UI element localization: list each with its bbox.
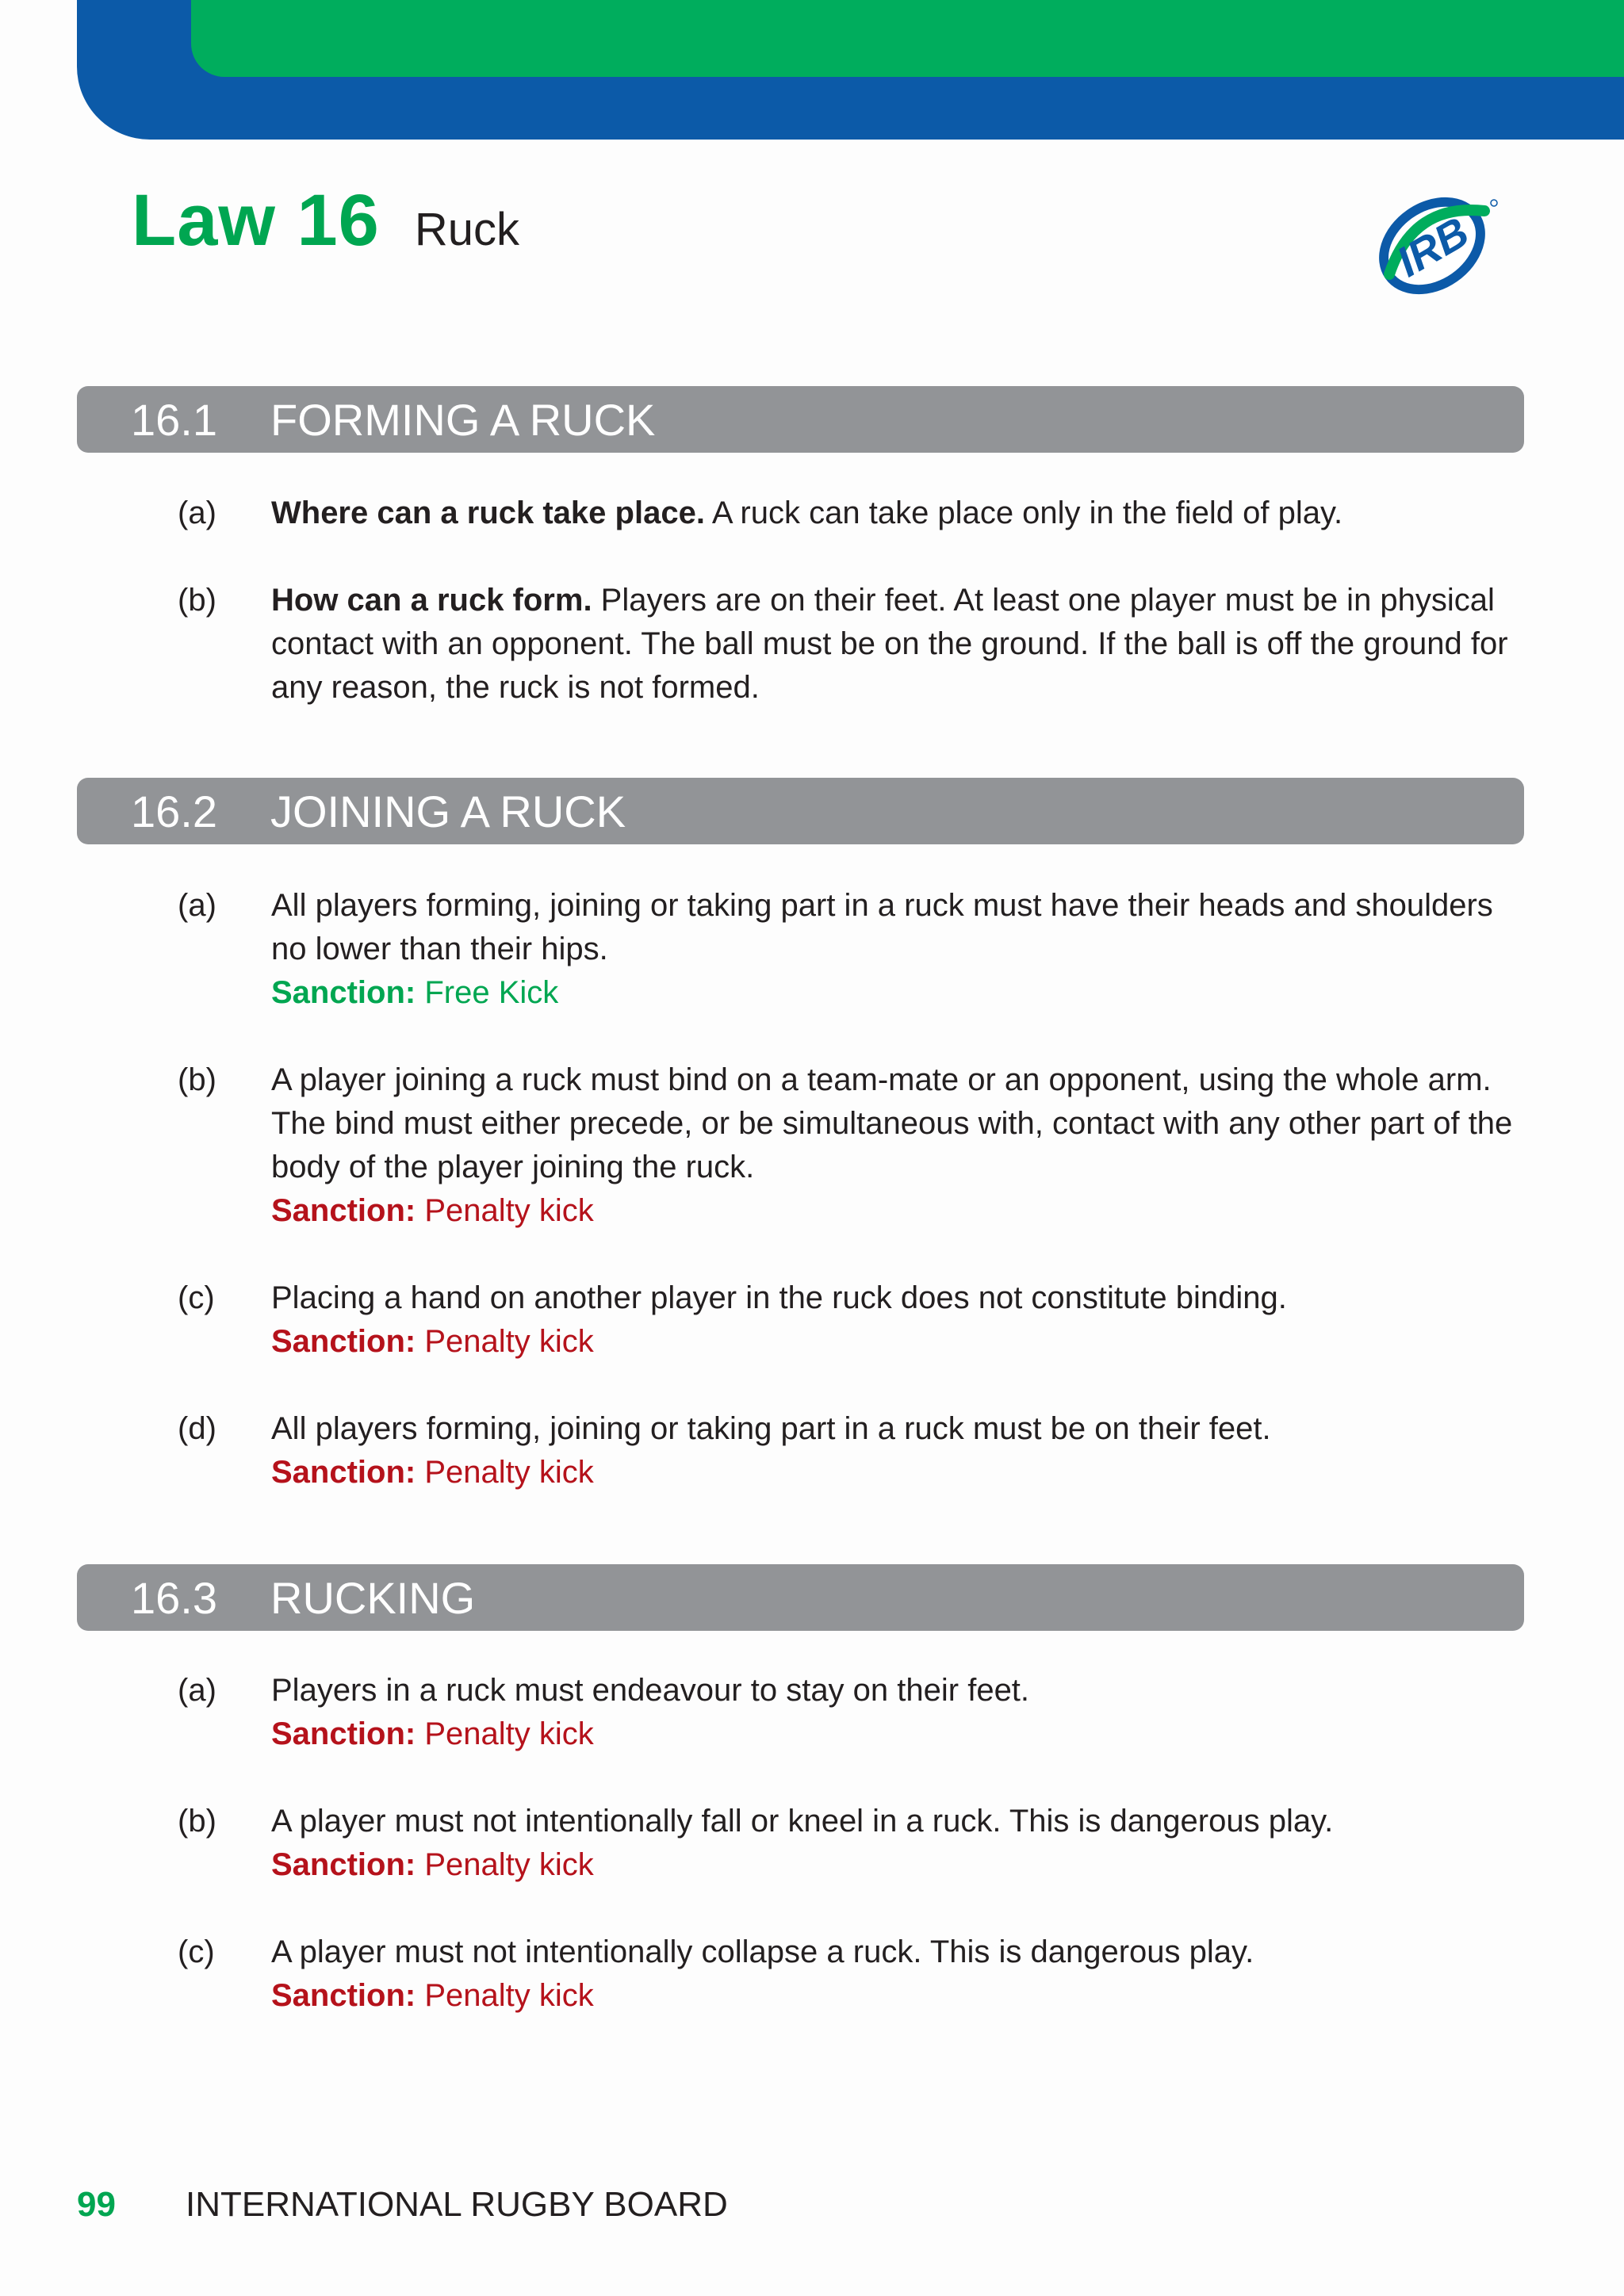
section-header-16-2 <box>77 778 1524 844</box>
section-title: FORMING A RUCK <box>270 394 656 445</box>
sanction-value: Penalty kick <box>424 1716 594 1751</box>
sanction-value: Penalty kick <box>424 1455 594 1490</box>
item-label: (a) <box>178 1673 216 1708</box>
item-body-text: A player must not intentionally fall or kneel in a ruck. This is dangerous play. <box>271 1804 1334 1839</box>
sanction <box>271 1974 1524 2018</box>
sanction-label: Sanction: <box>271 1847 416 1882</box>
irb-logo-icon <box>1365 179 1505 306</box>
page-footer <box>77 2185 728 2225</box>
item-label: (b) <box>178 1062 216 1097</box>
footer-organisation: INTERNATIONAL RUGBY BOARD <box>186 2185 728 2224</box>
section-number: 16.3 <box>131 1572 217 1623</box>
sanction-label: Sanction: <box>271 1978 416 2013</box>
item-label: (b) <box>178 583 216 618</box>
item-text <box>271 492 1524 535</box>
sanction-value: Penalty kick <box>424 1324 594 1359</box>
item-body-text: A player must not intentionally collapse a ruck. This is dangerous play. <box>271 1934 1254 1969</box>
section-number: 16.1 <box>131 394 217 445</box>
section-header-16-3 <box>77 1564 1524 1631</box>
sanction-label: Sanction: <box>271 1455 416 1490</box>
law-number: Law 16 <box>132 180 380 261</box>
item-body-text: Placing a hand on another player in the ruck does not constitute binding. <box>271 1280 1287 1315</box>
header-green-stripe <box>191 0 1624 77</box>
item-lead: How can a ruck form. <box>271 583 592 618</box>
sanction <box>271 971 1524 1015</box>
item-label: (c) <box>178 1934 215 1969</box>
item-lead: Where can a ruck take place. <box>271 496 705 530</box>
item-text <box>271 579 1524 710</box>
sanction-label: Sanction: <box>271 1193 416 1228</box>
sanction <box>271 1843 1524 1887</box>
item-body-text: Players in a ruck must endeavour to stay on their feet. <box>271 1673 1030 1708</box>
law-name: Ruck <box>414 204 519 255</box>
sanction-value: Penalty kick <box>424 1847 594 1882</box>
item-body-text: All players forming, joining or taking part in a ruck must be on their feet. <box>271 1411 1271 1446</box>
item-label: (c) <box>178 1280 215 1315</box>
item-body-text: A player joining a ruck must bind on a team-mate or an opponent, using the whole arm. The bind must either precede, or be simultaneous with, contact with any other part of the body of the player joining the ruck. <box>271 1062 1513 1184</box>
sanction-label: Sanction: <box>271 1716 416 1751</box>
sanction-value: Penalty kick <box>424 1193 594 1228</box>
item-label: (b) <box>178 1804 216 1839</box>
sanction <box>271 1189 1524 1233</box>
sanction <box>271 1451 1524 1494</box>
section-number: 16.2 <box>131 786 217 836</box>
irb-logo-text: IRB <box>1388 208 1477 286</box>
item-label: (d) <box>178 1411 216 1446</box>
item-body-text: A ruck can take place only in the field of play. <box>704 496 1343 530</box>
page-title <box>132 179 519 274</box>
section-header-16-1 <box>77 386 1524 453</box>
section-title: JOINING A RUCK <box>270 786 626 836</box>
sanction-value: Penalty kick <box>424 1978 594 2013</box>
sanction-label: Sanction: <box>271 1324 416 1359</box>
sanction-value: Free Kick <box>424 975 559 1010</box>
page-number: 99 <box>77 2185 116 2224</box>
item-label: (a) <box>178 888 216 923</box>
sanction <box>271 1320 1524 1364</box>
section-title: RUCKING <box>270 1572 476 1623</box>
sanction-label: Sanction: <box>271 975 416 1010</box>
item-body-text: All players forming, joining or taking part in a ruck must have their heads and shoulders no lower than their hips. <box>271 888 1493 966</box>
sanction <box>271 1712 1524 1756</box>
item-label: (a) <box>178 496 216 530</box>
item-body-text: Players are on their feet. At least one player must be in physical contact with an opponent. The ball must be on the ground. If the ball is off the ground for any reason, the ruck is not formed. <box>271 583 1508 705</box>
